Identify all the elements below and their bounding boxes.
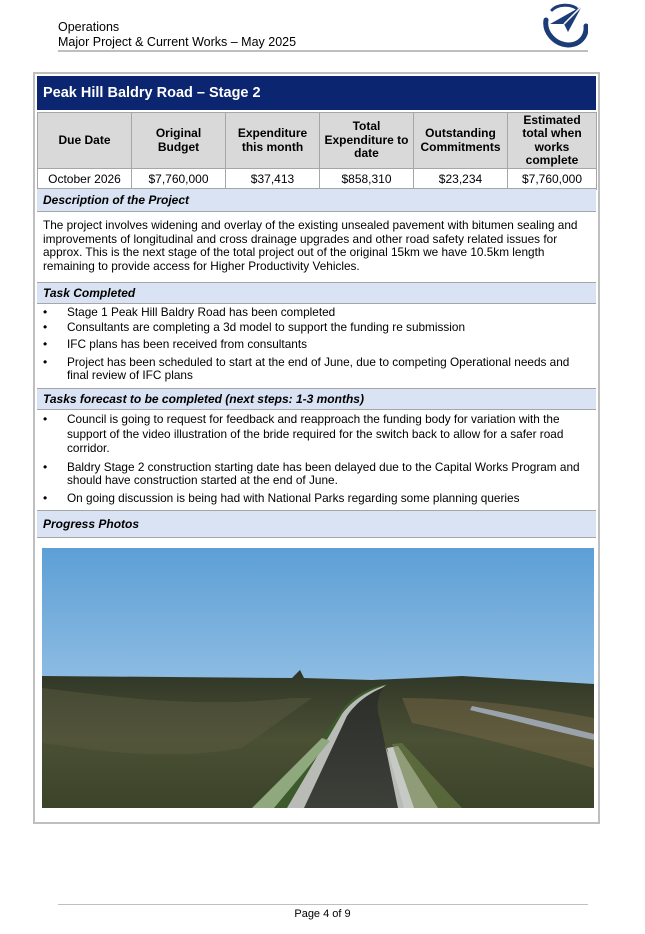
description-section <box>37 212 596 282</box>
header-original-budget: Original Budget <box>132 113 226 169</box>
list-item: • Project has been scheduled to start at the end of June, due to competing Operational needs and final review of IFC plans <box>37 356 596 383</box>
value-expenditure-month: $37,413 <box>226 169 320 190</box>
list-item: • Stage 1 Peak Hill Baldry Road has been completed <box>37 306 596 320</box>
tasks-forecast-list <box>37 412 596 505</box>
project-title: Peak Hill Baldry Road – Stage 2 <box>37 76 596 110</box>
list-item: • Consultants are completing a 3d model to support the funding re submission <box>37 321 596 335</box>
header-expenditure-month: Expenditure this month <box>226 113 320 169</box>
list-item: • Baldry Stage 2 construction starting date has been delayed due to the Capital Works Program and should have construction started at the end of June. <box>37 461 596 488</box>
task-completed-section <box>37 306 596 386</box>
budget-header-row <box>38 113 597 169</box>
header-department: Operations <box>58 20 120 34</box>
header-due-date: Due Date <box>38 113 132 169</box>
header-total-expenditure: Total Expenditure to date <box>320 113 414 169</box>
value-total-expenditure: $858,310 <box>320 169 414 190</box>
page-number: Page 4 of 9 <box>294 908 351 920</box>
value-estimated-total: $7,760,000 <box>508 169 597 190</box>
list-item: • On going discussion is being had with National Parks regarding some planning queries <box>37 492 596 506</box>
tasks-forecast-heading: Tasks forecast to be completed (next steps: 1-3 months) <box>37 388 596 410</box>
task-completed-list <box>37 306 596 383</box>
footer-rule <box>58 904 588 905</box>
value-outstanding-commitments: $23,234 <box>414 169 508 190</box>
description-heading: Description of the Project <box>37 188 596 212</box>
tasks-forecast-section <box>37 412 596 510</box>
description-text: The project involves widening and overlay of the existing unsealed pavement with bitumen sealing and improvements of longitudinal and cross drainage upgrades and other road safety related issues for approx. This is the next stage of the total project out of the original 15km we have 10.5km length remaining to provide access for Higher Productivity Vehicles. <box>43 218 578 273</box>
list-item: • Council is going to request for feedback and reapproach the funding body for variation with the support of the video illustration of the bride required for the switch back to allow for a safer road corridor. <box>37 412 596 456</box>
value-original-budget: $7,760,000 <box>132 169 226 190</box>
progress-photos-heading: Progress Photos <box>37 510 596 538</box>
budget-values-row <box>38 169 597 190</box>
page-header <box>58 20 588 50</box>
list-item: • IFC plans has been received from consultants <box>37 338 596 352</box>
task-completed-heading: Task Completed <box>37 282 596 304</box>
value-due-date: October 2026 <box>38 169 132 190</box>
budget-table <box>37 112 597 190</box>
project-report-box <box>33 72 600 824</box>
header-estimated-total: Estimated total when works complete <box>508 113 597 169</box>
road-render-photo <box>42 548 594 808</box>
header-report-title: Major Project & Current Works – May 2025 <box>58 35 297 49</box>
header-outstanding-commitments: Outstanding Commitments <box>414 113 508 169</box>
council-logo-icon <box>538 2 588 48</box>
header-rule <box>58 50 588 52</box>
